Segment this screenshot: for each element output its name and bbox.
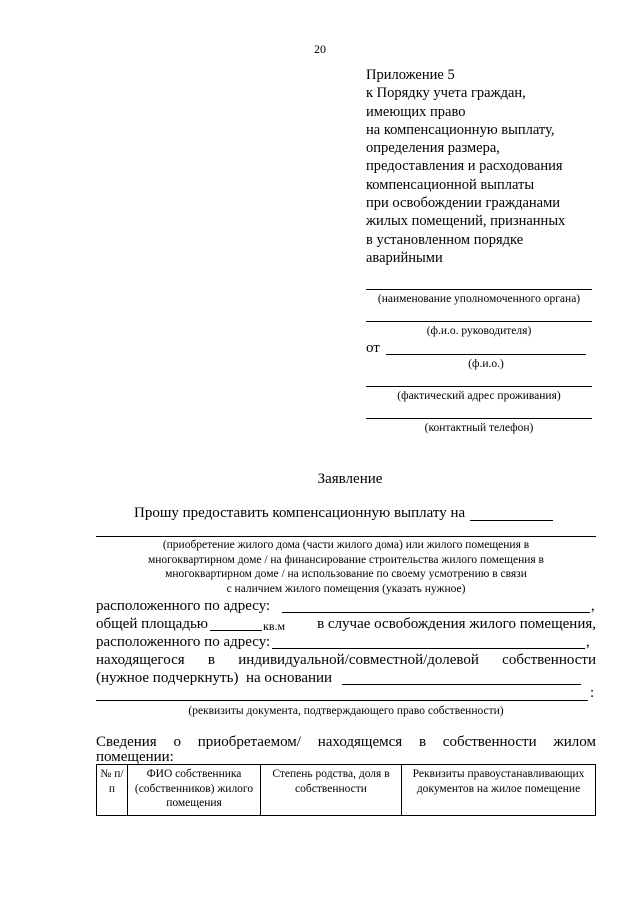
info-word: в xyxy=(418,734,427,750)
request-field-line[interactable] xyxy=(470,520,553,521)
phone-field-line[interactable] xyxy=(366,418,592,419)
comma-2: , xyxy=(586,634,590,650)
ownership-word: индивидуальной/совместной/долевой xyxy=(238,652,479,668)
fio-caption: (ф.и.о.) xyxy=(468,358,504,370)
from-label: от xyxy=(366,340,380,356)
info-word: жилом xyxy=(553,734,596,750)
info-word: собственности xyxy=(442,734,537,750)
address-field-line[interactable] xyxy=(366,386,592,387)
purpose-field-line[interactable] xyxy=(96,536,596,537)
purpose-note-line: (приобретение жилого дома (части жилого дома) или жилого помещения в xyxy=(162,539,530,551)
appendix-line: предоставления и расходования xyxy=(366,158,563,175)
area-unit: кв.м xyxy=(263,619,286,633)
purpose-note-line: многоквартирном доме / на использование по своему усмотрению в связи xyxy=(165,568,527,580)
owners-table xyxy=(96,764,596,816)
header-cell-share: Степень родства, доля в собственности xyxy=(261,765,402,816)
info-word: приобретаемом/ xyxy=(197,734,301,750)
appendix-line: компенсационной выплаты xyxy=(366,176,535,193)
located-field-line[interactable] xyxy=(282,612,590,613)
area-label: общей площадью xyxy=(96,616,209,632)
head-field-line[interactable] xyxy=(366,321,592,322)
located-label: расположенного по адресу: xyxy=(96,598,271,614)
info-word: Сведения xyxy=(96,734,157,750)
purpose-note-line: с наличием жилого помещения (указать нужное) xyxy=(226,582,466,595)
appendix-line: к Порядку учета граждан, xyxy=(366,85,526,102)
phone-caption: (контактный телефон) xyxy=(424,422,534,434)
appendix-line: Приложение 5 xyxy=(366,67,455,83)
request-text: Прошу предоставить компенсационную выплату на xyxy=(134,505,466,521)
ownership-word: находящегося xyxy=(96,652,185,668)
info-word: находящемся xyxy=(317,734,403,750)
area-rest: в случае освобождения жилого помещения, xyxy=(317,616,596,632)
appendix-line: в установленном порядке xyxy=(366,231,524,248)
appendix-line: при освобождении гражданами xyxy=(366,195,561,212)
appendix-line: имеющих право xyxy=(366,103,466,120)
appendix-heading xyxy=(366,66,616,267)
document-title: Заявление xyxy=(317,471,383,487)
area-field-line[interactable] xyxy=(210,630,262,631)
ownership-row xyxy=(96,652,596,669)
located-field-line-2[interactable] xyxy=(272,648,585,649)
comma: , xyxy=(591,598,595,614)
underline-note: (нужное подчеркнуть) xyxy=(96,670,239,686)
located-label-2: расположенного по адресу: xyxy=(96,634,271,650)
ownership-word: в xyxy=(207,652,215,668)
page-number: 20 xyxy=(314,42,326,56)
appendix-line: аварийными xyxy=(366,249,443,266)
header-cell-documents: Реквизиты правоустанавливающих документов на жилое помещение xyxy=(402,765,596,816)
header-cell-owner: ФИО собственника (собственников) жилого помещения xyxy=(128,765,261,816)
head-caption: (ф.и.о. руководителя) xyxy=(426,325,532,337)
authority-field-line[interactable] xyxy=(366,289,592,290)
doc-field-line[interactable] xyxy=(96,700,588,701)
colon: : xyxy=(590,685,595,701)
ownership-word: собственности xyxy=(502,652,596,668)
basis-label: на основании xyxy=(245,670,333,686)
fio-field-line[interactable] xyxy=(386,354,586,355)
appendix-line: определения размера, xyxy=(366,140,500,157)
table-header-row xyxy=(97,765,596,816)
info-row-2: помещении: xyxy=(96,749,174,765)
doc-caption: (реквизиты документа, подтверждающего право собственности) xyxy=(188,705,504,717)
address-caption: (фактический адрес проживания) xyxy=(397,390,561,402)
purpose-note-line: многоквартирном доме / на финансирование строительства жилого помещения в xyxy=(148,553,544,566)
appendix-line: жилых помещений, признанных xyxy=(366,213,566,230)
info-word: о xyxy=(173,734,181,750)
purpose-note xyxy=(96,538,596,596)
basis-field-line[interactable] xyxy=(342,684,581,685)
appendix-line: на компенсационную выплату, xyxy=(366,121,555,138)
authority-caption: (наименование уполномоченного органа) xyxy=(377,293,581,305)
header-cell-number: № п/п xyxy=(97,765,128,816)
